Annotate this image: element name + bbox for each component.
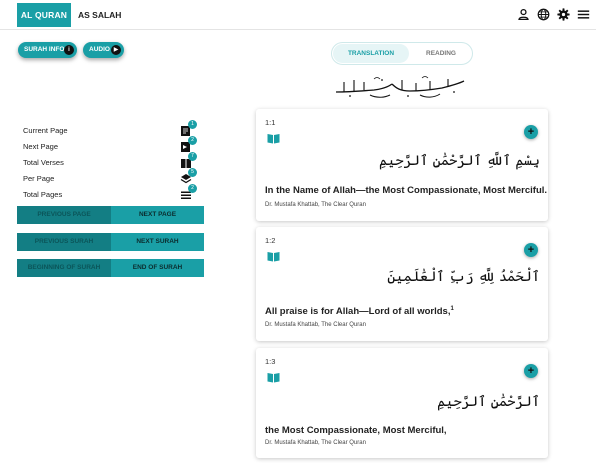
verse-arabic: ٱلْحَمْدُ لِلَّهِ رَبِّ ٱلْعَٰلَمِينَ [387, 269, 540, 285]
view-mode-toggle [331, 42, 473, 65]
audio-button[interactable] [83, 42, 124, 58]
verse-ref: 1:3 [265, 357, 276, 366]
add-bookmark-button[interactable]: + [524, 364, 538, 378]
stat-next-page-badge: 2 [188, 136, 197, 145]
surah-info-button[interactable] [18, 42, 77, 58]
previous-page-button[interactable]: PREVIOUS PAGE [17, 206, 111, 224]
beginning-of-surah-button[interactable]: BEGINNING OF SURAH [17, 259, 111, 277]
tab-reading[interactable]: READING [426, 50, 456, 57]
verse-card [256, 109, 548, 221]
next-surah-button[interactable]: NEXT SURAH [111, 233, 204, 251]
top-navbar [0, 0, 596, 30]
tab-translation[interactable]: TRANSLATION [333, 44, 409, 63]
info-icon: i [64, 45, 74, 55]
next-page-button[interactable]: NEXT PAGE [111, 206, 204, 224]
brand-al-quran[interactable]: AL QURAN [17, 3, 71, 27]
stat-total-verses-badge: 7 [188, 152, 197, 161]
open-book-icon[interactable] [267, 251, 280, 262]
surah-jump-row [17, 259, 204, 277]
stat-next-page-label: Next Page [23, 142, 59, 151]
verse-card [256, 348, 548, 458]
verse-arabic: ٱلرَّحْمَٰنِ ٱلرَّحِيمِ [437, 394, 540, 410]
stat-total-pages-label: Total Pages [23, 190, 63, 199]
end-of-surah-button[interactable]: END OF SURAH [111, 259, 204, 277]
verse-ref: 1:2 [265, 236, 276, 245]
verse-author: Dr. Mustafa Khattab, The Clear Quran [265, 322, 366, 328]
nav-link-as-salah[interactable]: AS SALAH [78, 10, 122, 20]
verse-translation: the Most Compassionate, Most Merciful, [265, 425, 447, 437]
verse-author: Dr. Mustafa Khattab, The Clear Quran [265, 440, 366, 446]
stat-per-page-badge: 5 [188, 168, 197, 177]
previous-surah-button[interactable]: PREVIOUS SURAH [17, 233, 111, 251]
open-book-icon[interactable] [267, 372, 280, 383]
user-icon[interactable] [517, 8, 530, 21]
stat-current-page-badge: 1 [188, 120, 197, 129]
stat-total-pages-badge: 2 [188, 184, 197, 193]
menu-icon[interactable] [577, 8, 590, 21]
globe-icon[interactable] [537, 8, 550, 21]
audio-label: AUDIO [89, 46, 110, 53]
stat-current-page-label: Current Page [23, 126, 68, 135]
add-bookmark-button[interactable]: + [524, 125, 538, 139]
surah-info-label: SURAH INFO [24, 46, 65, 53]
bismillah-calligraphy-icon [330, 74, 470, 100]
gear-icon[interactable] [557, 8, 570, 21]
verse-author: Dr. Mustafa Khattab, The Clear Quran [265, 202, 366, 208]
open-book-icon[interactable] [267, 133, 280, 144]
verse-translation: All praise is for Allah—Lord of all worlds,$^1$ [265, 306, 454, 318]
page-nav-row [17, 206, 204, 224]
surah-nav-row [17, 233, 204, 251]
footnote-marker[interactable]: 1 [450, 306, 454, 312]
verse-translation: In the Name of Allah—the Most Compassionate, Most Merciful. [265, 185, 548, 197]
verse-arabic: بِسْمِ ٱللَّهِ ٱلرَّحْمَٰنِ ٱلرَّحِيمِ [378, 153, 540, 169]
verse-card [256, 227, 548, 341]
play-icon: ▶ [111, 45, 121, 55]
stat-per-page-label: Per Page [23, 174, 55, 183]
add-bookmark-button[interactable]: + [524, 243, 538, 257]
verse-ref: 1:1 [265, 118, 276, 127]
stat-total-verses-label: Total Verses [23, 158, 64, 167]
